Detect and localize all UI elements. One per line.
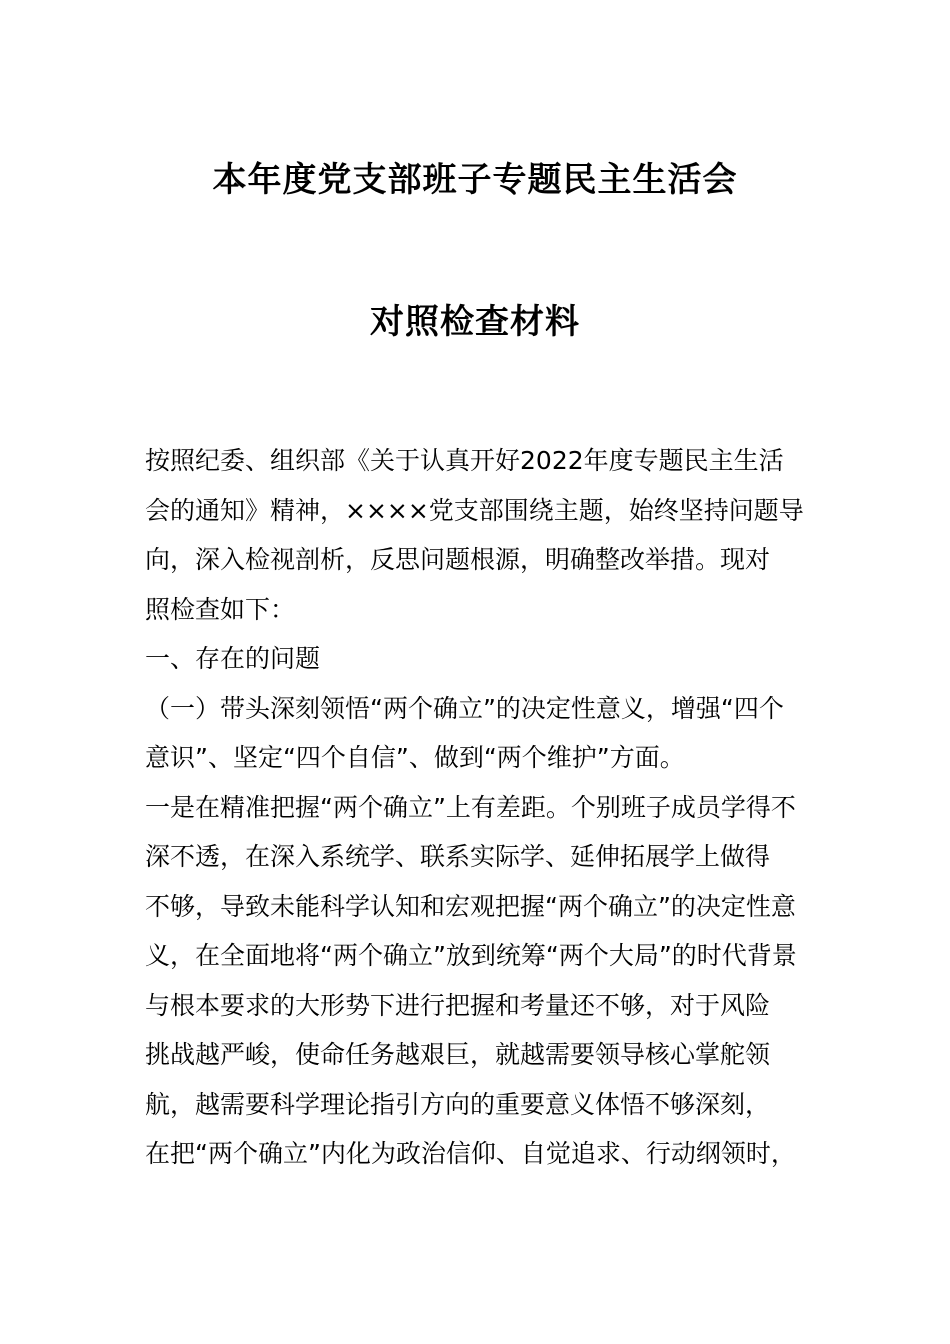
subsection-heading-line: （一）带头深刻领悟“两个确立”的决定性意义，增强“四个	[145, 693, 784, 723]
body-line: 会的通知》精神，××××党支部围绕主题，始终坚持问题导	[145, 495, 804, 525]
body-line: 按照纪委、组织部《关于认真开好2022年度专题民主生活	[145, 446, 784, 475]
body-line: 在把“两个确立”内化为政治信仰、自觉追求、行动纲领时，	[145, 1139, 796, 1168]
body-line: 一是在精准把握“两个确立”上有差距。个别班子成员学得不	[145, 792, 796, 822]
body-line: 不够，导致未能科学认知和宏观把握“两个确立”的决定性意	[145, 891, 796, 921]
body-line: 航，越需要科学理论指引方向的重要意义体悟不够深刻，	[145, 1089, 771, 1119]
subsection-heading-line: 意识”、坚定“四个自信”、做到“两个维护”方面。	[145, 743, 685, 772]
document-title-line-2: 对照检查材料	[370, 302, 580, 342]
body-line: 挑战越严峻，使命任务越艰巨，就越需要领导核心掌舵领	[145, 1040, 771, 1069]
body-line: 照检查如下：	[145, 594, 296, 624]
body-line: 与根本要求的大形势下进行把握和考量还不够，对于风险	[145, 990, 771, 1020]
body-line: 向，深入检视剖析，反思问题根源，明确整改举措。现对	[145, 545, 771, 574]
body-line: 义，在全面地将“两个确立”放到统筹“两个大局”的时代背景	[145, 941, 797, 970]
section-heading: 一、存在的问题	[145, 644, 321, 673]
document-body	[145, 436, 810, 1179]
document-title-line-1: 本年度党支部班子专题民主生活会	[212, 160, 738, 200]
body-line: 深不透，在深入系统学、联系实际学、延伸拓展学上做得	[145, 842, 771, 871]
